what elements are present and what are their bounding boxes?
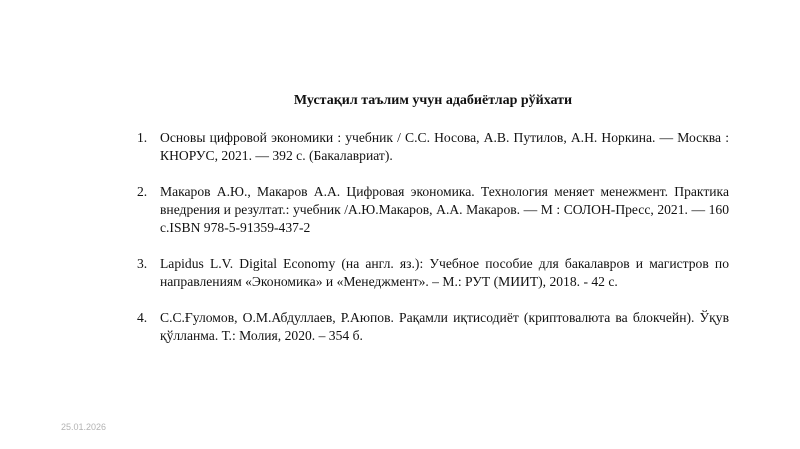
reference-text: Основы цифровой экономики : учебник / С.С. Носова, А.В. Путилов, А.Н. Норкина. — Москва : КНОРУС, 2021. — 392 с. (Бакалавриат). (160, 130, 729, 163)
reference-item (137, 183, 729, 237)
reference-text: Lapidus L.V. Digital Economy (на англ. яз.): Учебное пособие для бакалавров и магистров по направлениям «Экономика» и «Менеджмент». – М.: РУТ (МИИТ), 2018. - 42 с. (160, 256, 729, 289)
reference-text: С.С.Ғуломов, О.М.Абдуллаев, Р.Аюпов. Рақамли иқтисодиёт (криптовалюта ва блокчейн). Ўқув қўлланма. Т.: Молия, 2020. – 354 б. (160, 310, 729, 343)
reference-item (137, 255, 729, 291)
footer-date: 25.01.2026 (61, 422, 107, 432)
reference-number: 3. (137, 256, 148, 271)
reference-list (137, 129, 729, 345)
reference-number: 4. (137, 310, 148, 325)
reference-item (137, 309, 729, 345)
reference-number: 1. (137, 130, 148, 145)
reference-number: 2. (137, 184, 148, 199)
slide-title: Мустақил таълим учун адабиётлар рўйхати (293, 93, 573, 108)
reference-text: Макаров А.Ю., Макаров А.А. Цифровая экономика. Технология меняет менежмент. Практика внедрения и резултат.: учебник /А.Ю.Макаров, А.А. Макаров. — М : СОЛОН-Пресс, 2021. — 160 с.ISBN 978-5-91359-437-2 (160, 184, 729, 235)
reference-item (137, 129, 729, 165)
